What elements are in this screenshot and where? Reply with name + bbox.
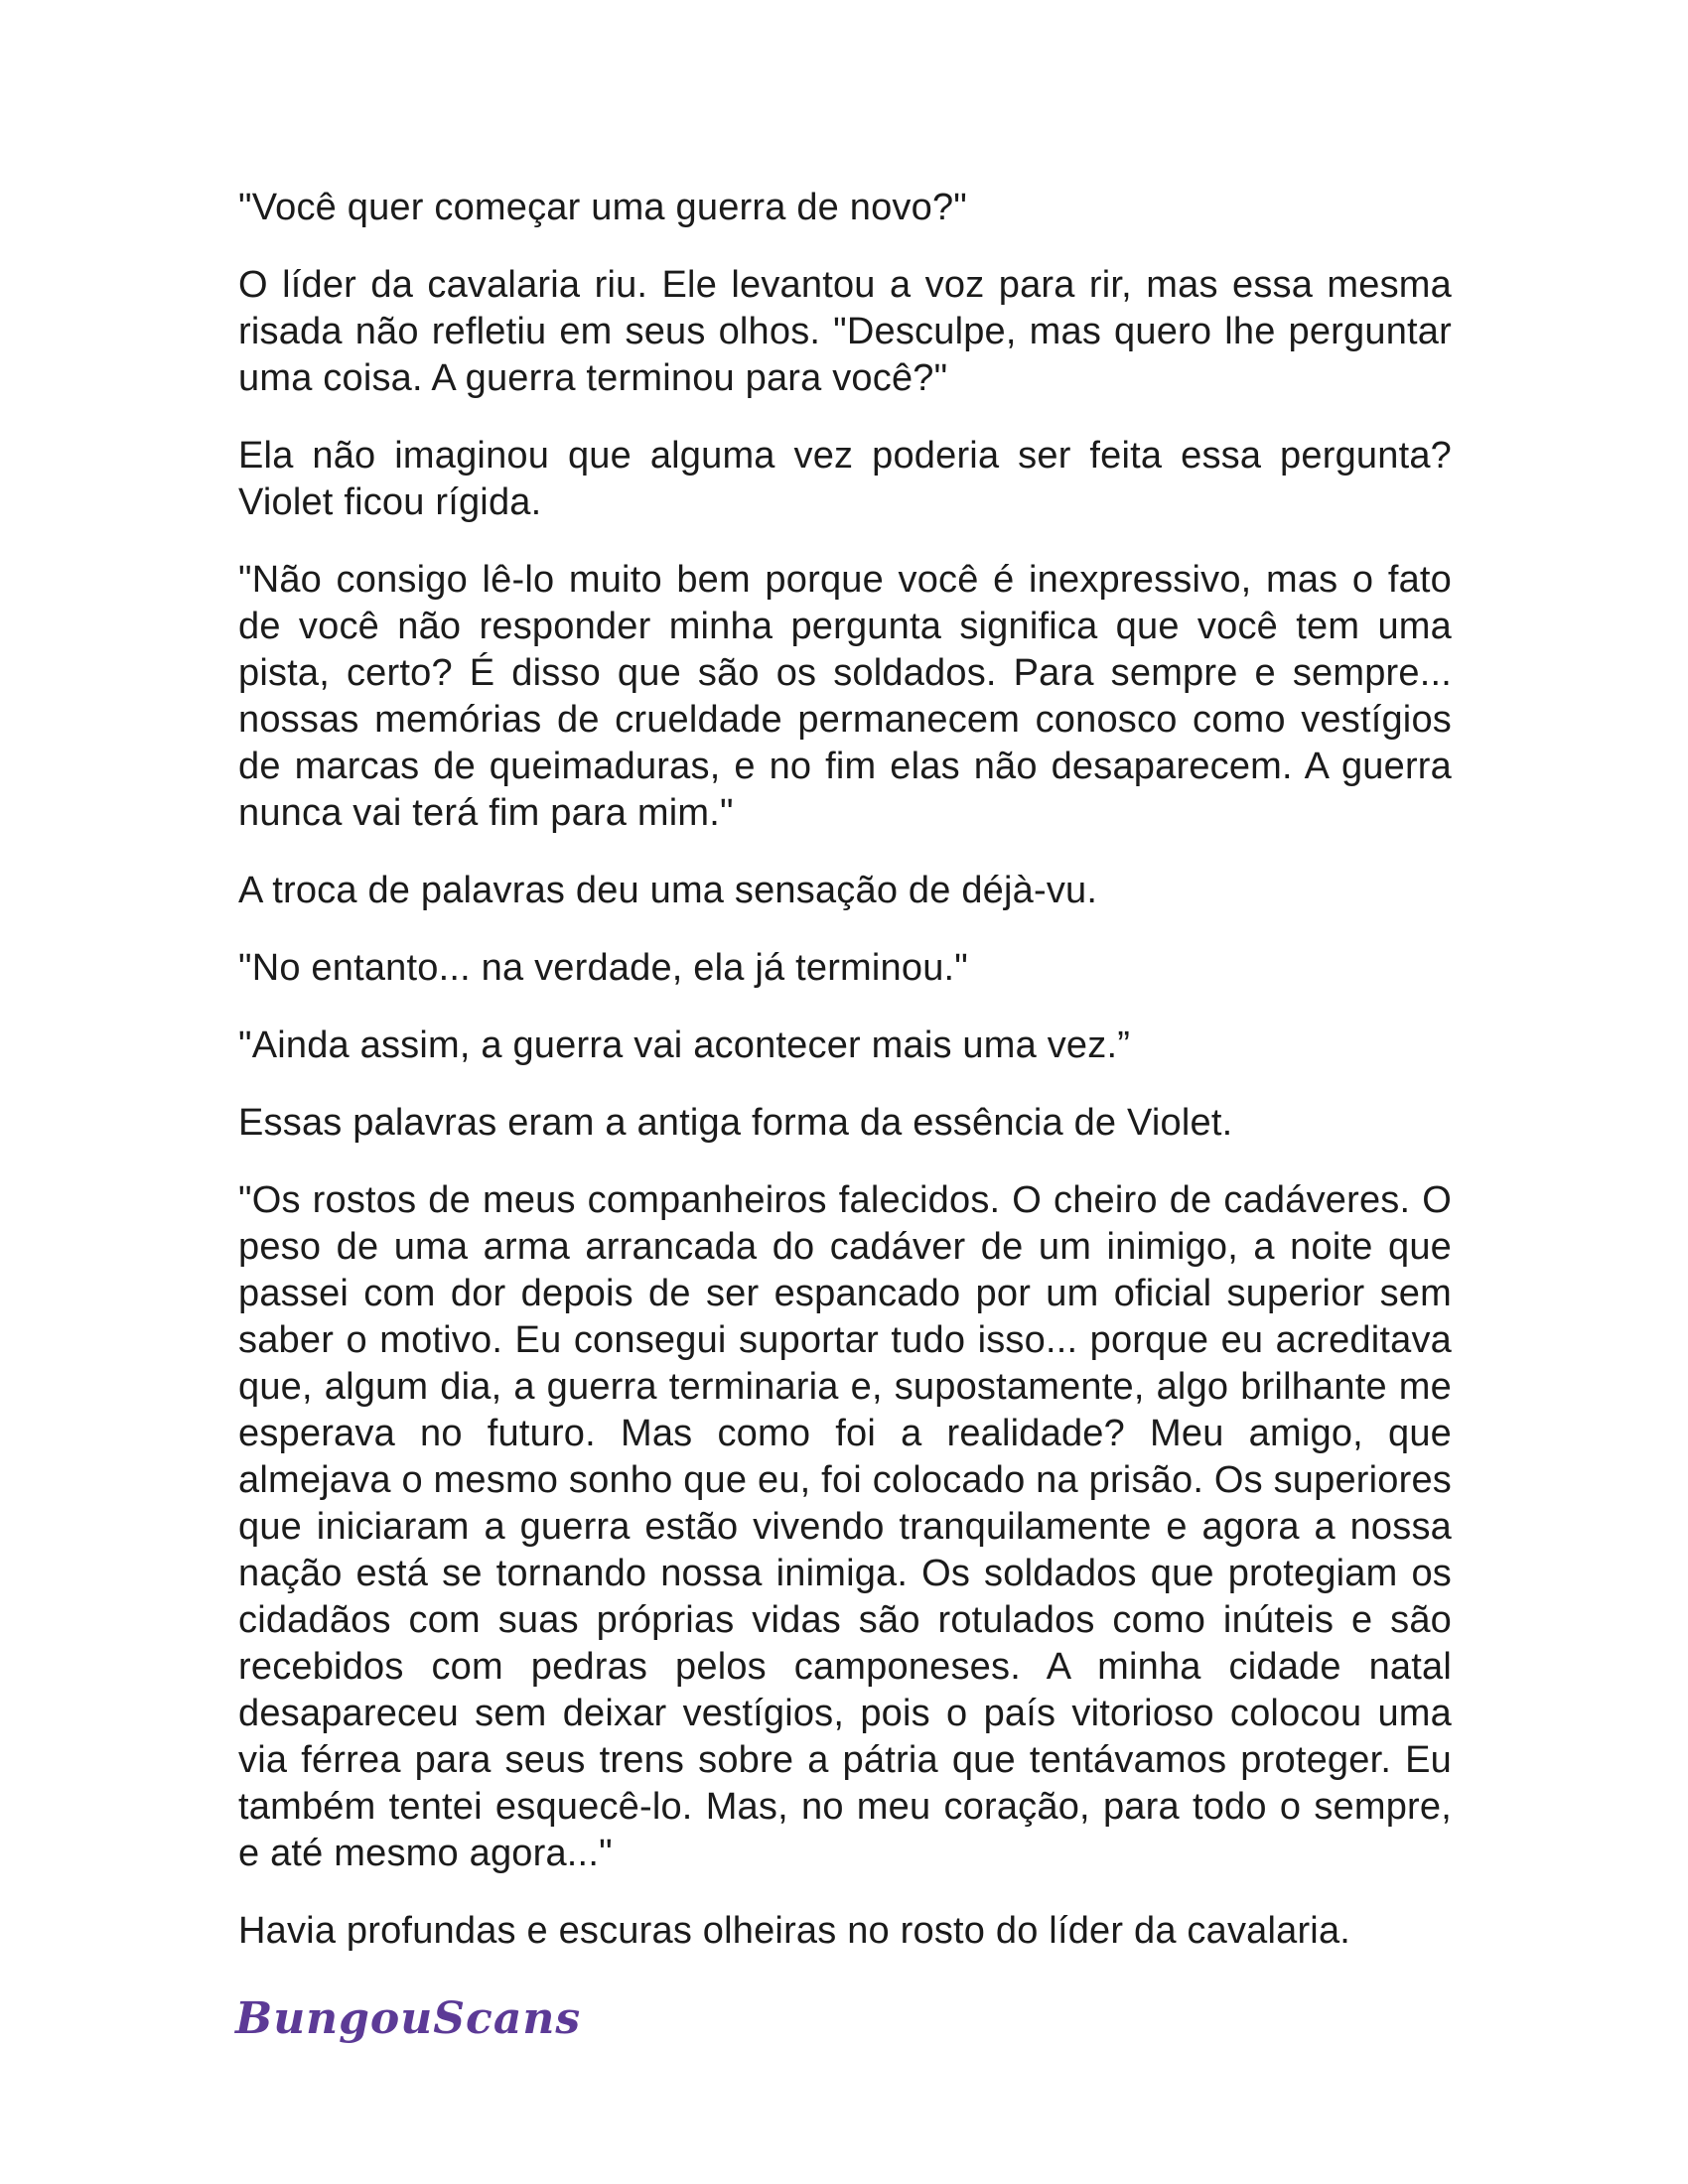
paragraph: Ela não imaginou que alguma vez poderia ser feita essa pergunta? Violet ficou rígida. xyxy=(238,435,1452,523)
paragraph: A troca de palavras deu uma sensação de déjà-vu. xyxy=(238,870,1098,911)
paragraph: Essas palavras eram a antiga forma da essência de Violet. xyxy=(238,1102,1233,1144)
document-text xyxy=(238,185,1452,1985)
scanlation-signature: BungouScans xyxy=(235,1993,582,2044)
paragraph: "No entanto... na verdade, ela já terminou." xyxy=(238,947,968,989)
paragraph: "Você quer começar uma guerra de novo?" xyxy=(238,187,967,228)
paragraph: O líder da cavalaria riu. Ele levantou a voz para rir, mas essa mesma risada não refletiu em seus olhos. "Desculpe, mas quero lhe perguntar uma coisa. A guerra terminou para você?" xyxy=(238,264,1452,399)
paragraph: "Os rostos de meus companheiros falecidos. O cheiro de cadáveres. O peso de uma arma arrancada do cadáver de um inimigo, a noite que passei com dor depois de ser espancado por um oficial superior sem saber o motivo. Eu consegui suportar tudo isso... porque eu acreditava que, algum dia, a guerra terminaria e, supostamente, algo brilhante me esperava no futuro. Mas como foi a realidade? Meu amigo, que almejava o mesmo sonho que eu, foi colocado na prisão. Os superiores que iniciaram a guerra estão vivendo tranquilamente e agora a nossa nação está se tornando nossa inimiga. Os soldados que protegiam os cidadãos com suas próprias vidas são rotulados como inúteis e são recebidos com pedras pelos camponeses. A minha cidade natal desapareceu sem deixar vestígios, pois o país vitorioso colocou uma via férrea para seus trens sobre a pátria que tentávamos proteger. Eu também tentei esquecê-lo. Mas, no meu coração, para todo o sempre, e até mesmo agora..." xyxy=(238,1179,1452,1874)
paragraph: "Não consigo lê-lo muito bem porque você é inexpressivo, mas o fato de você não responder minha pergunta significa que você tem uma pista, certo? É disso que são os soldados. Para sempre e sempre... nossas memórias de crueldade permanecem conosco como vestígios de marcas de queimaduras, e no fim elas não desaparecem. A guerra nunca vai terá fim para mim." xyxy=(238,559,1452,834)
paragraph: "Ainda assim, a guerra vai acontecer mais uma vez.” xyxy=(238,1024,1131,1066)
paragraph: Havia profundas e escuras olheiras no rosto do líder da cavalaria. xyxy=(238,1910,1351,1952)
